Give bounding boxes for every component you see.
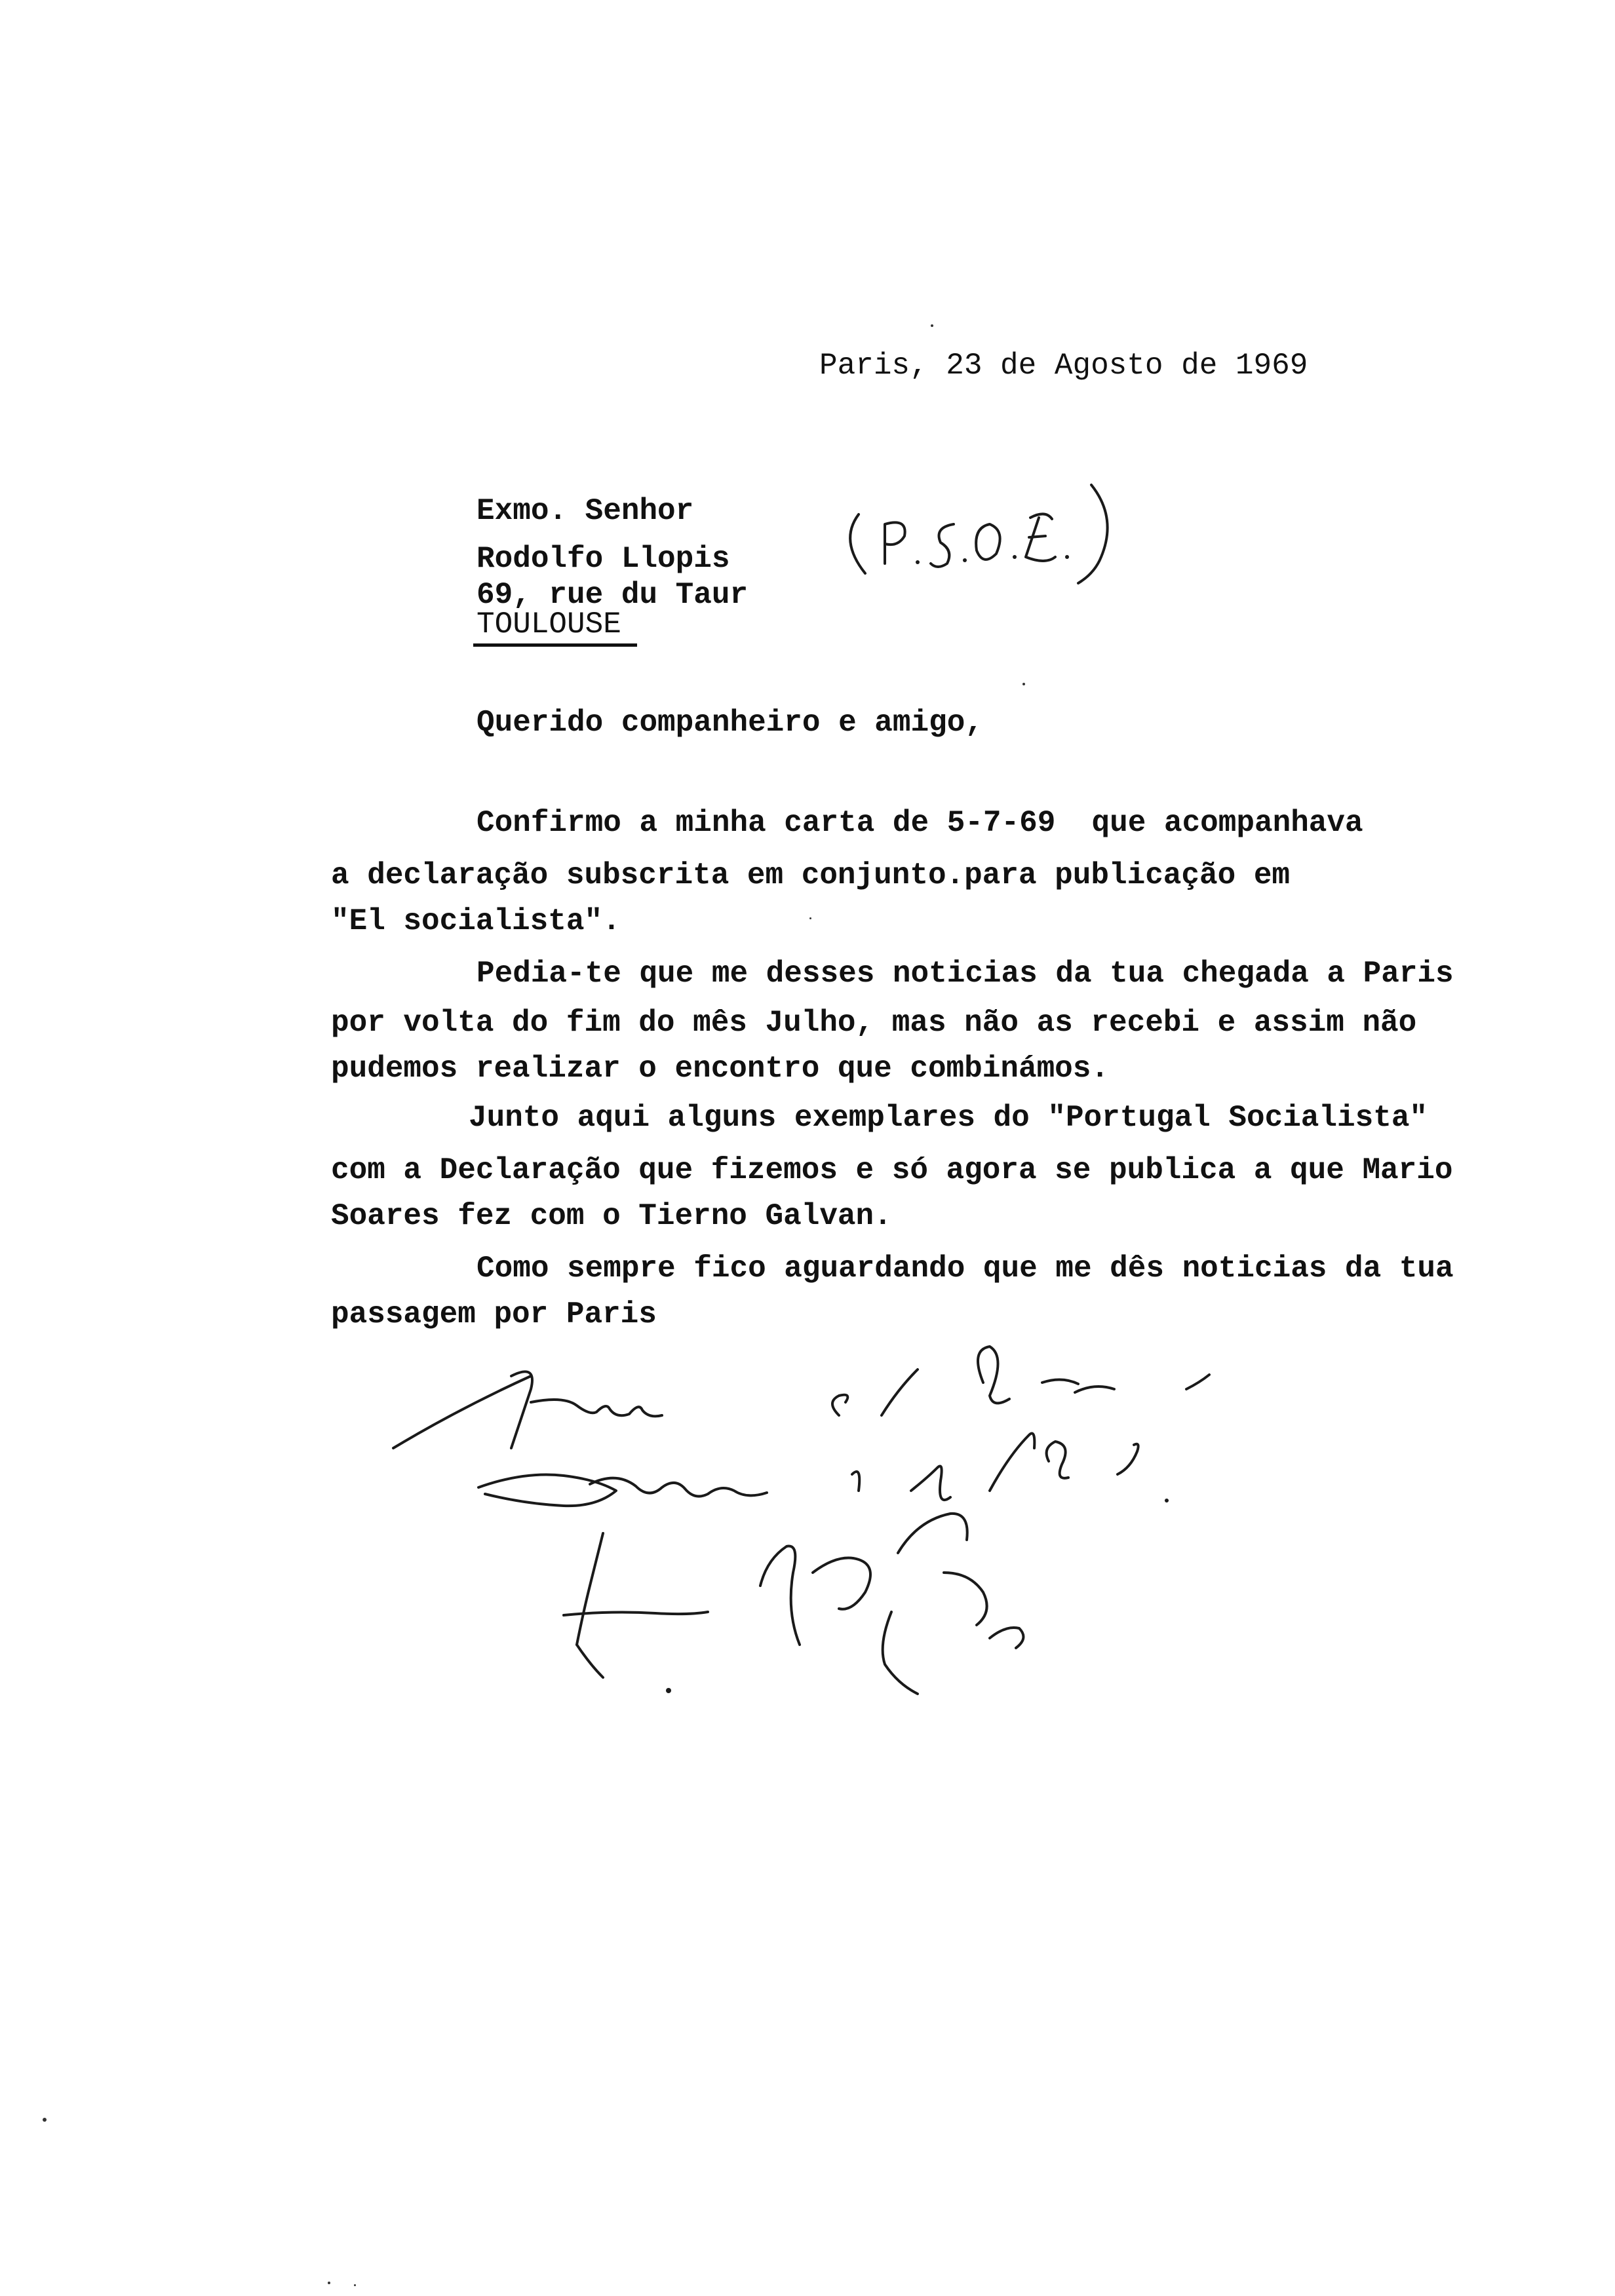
body-line-2: a declaração subscrita em conjunto.para publicação em [331, 858, 1291, 892]
scan-speck [43, 2118, 47, 2122]
body-line-5: por volta do fim do mês Julho, mas não as recebi e assim não [331, 1006, 1417, 1040]
date-line: Paris, 23 de Agosto de 1969 [819, 349, 1308, 383]
scan-speck [809, 917, 811, 919]
recipient-street: 69, rue du Taur [477, 578, 749, 612]
body-line-6: pudemos realizar o encontro que combinámos. [331, 1052, 1109, 1086]
body-line-7: Junto aqui alguns exemplares do "Portugal Socialista" [469, 1101, 1428, 1135]
greeting: Querido companheiro e amigo, [477, 706, 983, 740]
body-line-9: Soares fez com o Tierno Galvan. [331, 1199, 892, 1233]
scan-speck [354, 2284, 356, 2286]
scan-speck [931, 324, 933, 327]
recipient-title: Exmo. Senhor [477, 494, 694, 528]
scan-speck [1022, 683, 1025, 685]
body-line-11: passagem por Paris [331, 1297, 657, 1331]
body-line-1: Confirmo a minha carta de 5-7-69 que acompanhava [477, 806, 1363, 840]
body-line-3: "El socialista". [331, 904, 621, 938]
recipient-city-underline [473, 643, 637, 647]
scan-speck [328, 2282, 330, 2284]
body-line-10: Como sempre fico aguardando que me dês noticias da tua [477, 1252, 1454, 1286]
recipient-name: Rodolfo Llopis [477, 542, 730, 576]
recipient-city: TOULOUSE [477, 607, 621, 641]
body-line-4: Pedia-te que me desses noticias da tua chegada a Paris [477, 957, 1454, 991]
handwritten-signature [380, 1337, 1298, 1756]
handwritten-annotation [819, 459, 1121, 603]
body-line-8: com a Declaração que fizemos e só agora se publica a que Mario [331, 1153, 1453, 1187]
